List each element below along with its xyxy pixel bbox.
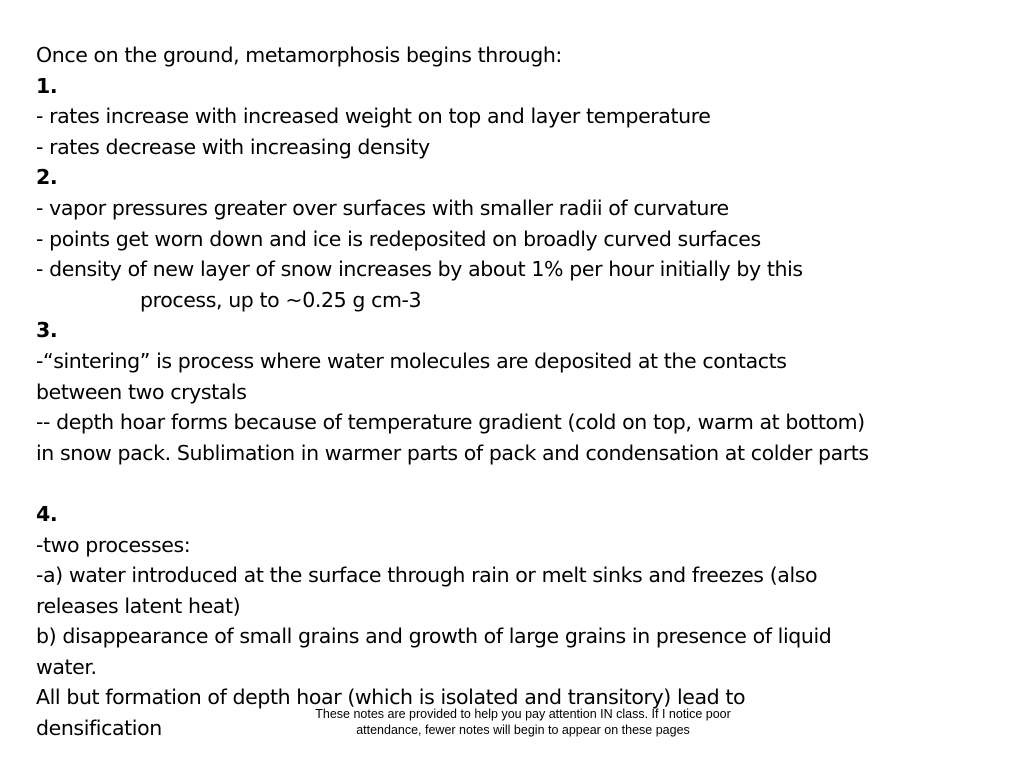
item-number-4: 4. xyxy=(36,501,58,526)
item-4-point-3-continued: water. xyxy=(36,654,97,679)
item-number-2: 2. xyxy=(36,165,58,190)
item-4-point-2-continued: releases latent heat) xyxy=(36,593,241,618)
footer-note-line-2: attendance, fewer notes will begin to appear on these pages xyxy=(356,723,690,737)
slide-body xyxy=(36,40,1011,744)
conclusion-line-continued: densification xyxy=(36,716,162,741)
conclusion-line: All but formation of depth hoar (which is isolated and transitory) lead to xyxy=(36,685,746,710)
blank-line xyxy=(36,468,1011,499)
footer-note xyxy=(256,706,790,738)
intro-line: Once on the ground, metamorphosis begins through: xyxy=(36,43,562,67)
item-2-point-2: - points get worn down and ice is redeposited on broadly curved surfaces xyxy=(36,226,761,251)
item-3-point-2-continued: in snow pack. Sublimation in warmer parts of pack and condensation at colder parts xyxy=(36,440,869,465)
item-3-point-1-continued: between two crystals xyxy=(36,379,247,404)
item-number-3: 3. xyxy=(36,318,58,343)
item-1-point-2: - rates decrease with increasing density xyxy=(36,134,430,159)
footer-note-line-1: These notes are provided to help you pay attention IN class. If I notice poor xyxy=(315,707,731,721)
item-3-point-2: -- depth hoar forms because of temperature gradient (cold on top, warm at bottom) xyxy=(36,410,865,435)
item-2-point-3: - density of new layer of snow increases by about 1% per hour initially by this xyxy=(36,257,803,282)
item-2-point-3-continued: process, up to ~0.25 g cm-3 xyxy=(140,287,422,312)
item-number-1: 1. xyxy=(36,73,58,98)
item-2-point-1: - vapor pressures greater over surfaces with smaller radii of curvature xyxy=(36,195,729,220)
item-4-point-1: -two processes: xyxy=(36,532,191,557)
item-1-point-1: - rates increase with increased weight on top and layer temperature xyxy=(36,104,711,129)
item-4-point-3: b) disappearance of small grains and growth of large grains in presence of liquid xyxy=(36,624,832,649)
item-3-point-1: -“sintering” is process where water molecules are deposited at the contacts xyxy=(36,348,787,373)
item-4-point-2: -a) water introduced at the surface through rain or melt sinks and freezes (also xyxy=(36,563,818,588)
